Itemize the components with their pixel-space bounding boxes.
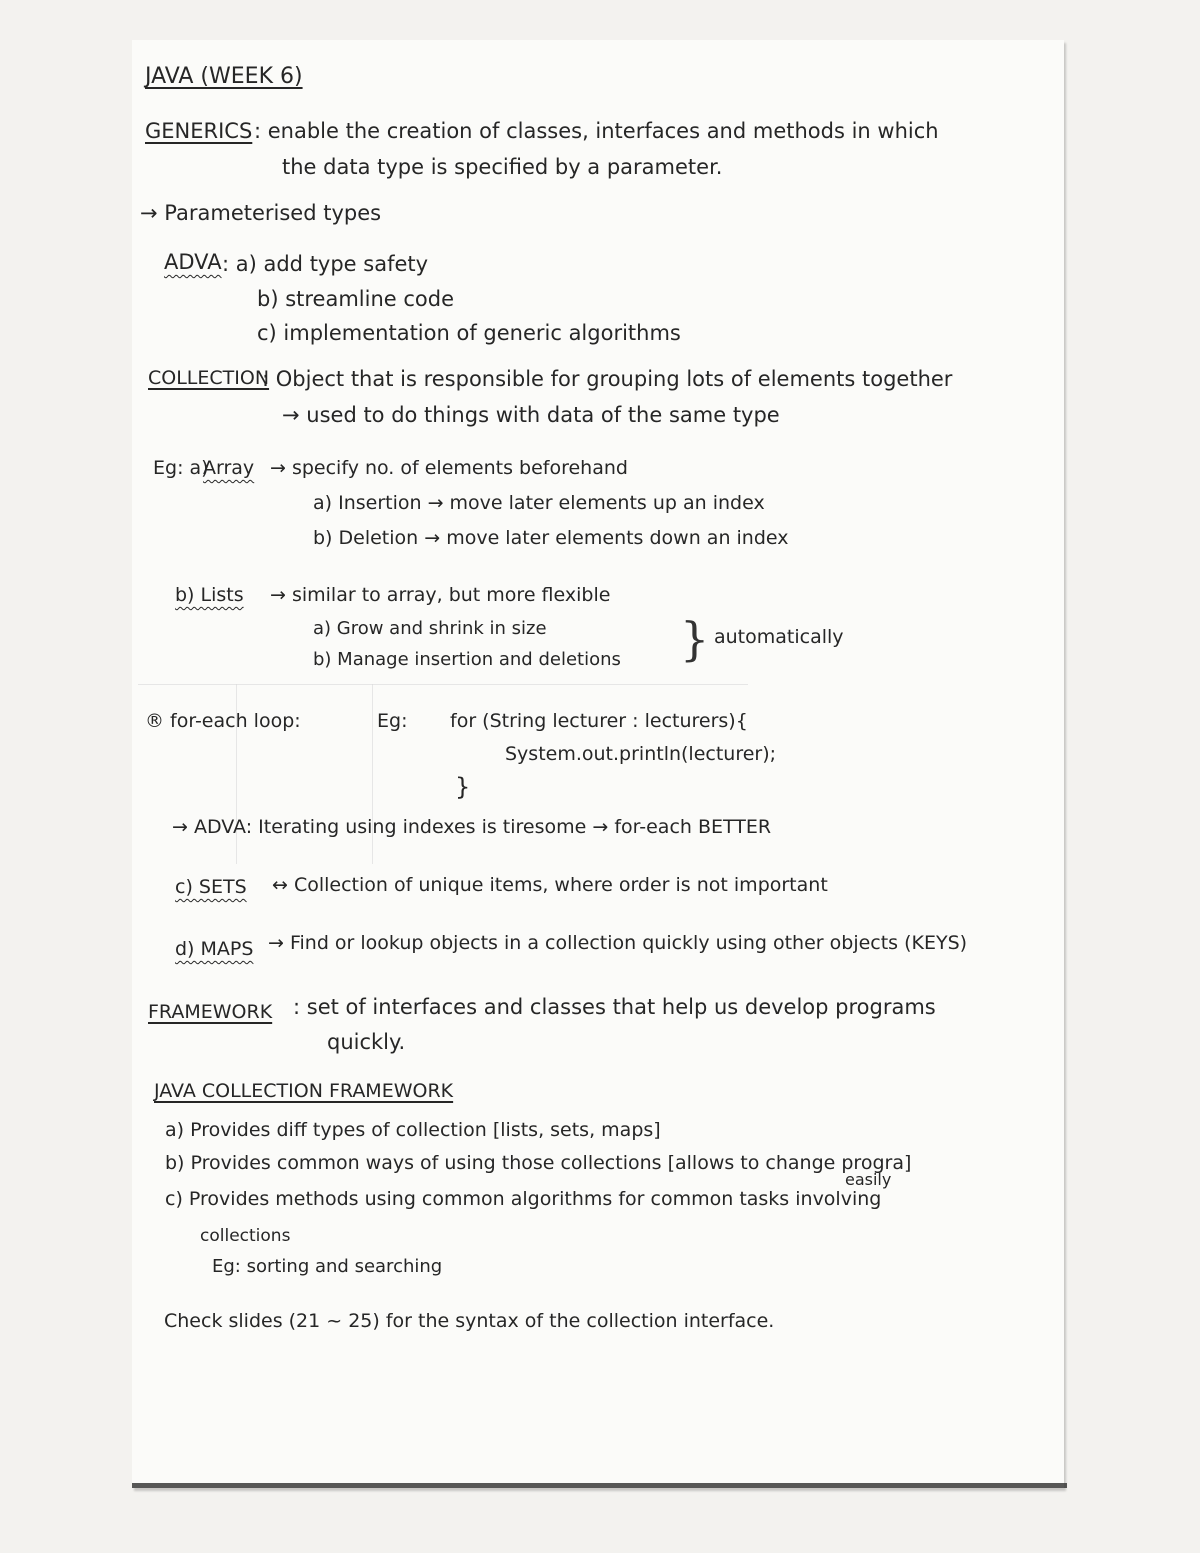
adva-item-a: : a) add type safety: [222, 252, 429, 276]
collection-definition-line1: : Object that is responsible for grouping lots of elements together: [262, 367, 953, 391]
lists-brace: }: [680, 612, 710, 666]
sets-label: c) SETS: [175, 876, 247, 898]
collection-term: COLLECTION: [148, 367, 270, 389]
lists-automatically: automatically: [714, 626, 844, 648]
generics-term: GENERICS: [145, 119, 253, 143]
lists-description: → similar to array, but more flexible: [270, 584, 611, 606]
bleed-through-line: [138, 684, 748, 685]
jcf-item-c: c) Provides methods using common algorithms for common tasks involving: [165, 1188, 882, 1210]
foreach-eg: Eg:: [377, 710, 408, 732]
foreach-code-line2: System.out.println(lecturer);: [505, 743, 777, 765]
foreach-label: ® for-each loop:: [145, 710, 301, 732]
jcf-item-b-easily: easily: [845, 1170, 892, 1189]
collection-definition-line2: → used to do things with data of the same type: [282, 403, 780, 427]
jcf-item-c-cont: collections: [200, 1226, 291, 1246]
array-deletion: b) Deletion → move later elements down an index: [313, 527, 789, 549]
lists-item-a: a) Grow and shrink in size: [313, 618, 547, 639]
lists-item-b: b) Manage insertion and deletions: [313, 649, 621, 670]
framework-definition-line1: : set of interfaces and classes that help us develop programs: [293, 995, 936, 1019]
jcf-heading: JAVA COLLECTION FRAMEWORK: [154, 1080, 454, 1102]
framework-term: FRAMEWORK: [148, 1001, 273, 1023]
check-slides-note: Check slides (21 ~ 25) for the syntax of the collection interface.: [164, 1310, 775, 1332]
foreach-code-line3: }: [455, 773, 471, 801]
lists-label: b) Lists: [175, 584, 244, 606]
array-insertion: a) Insertion → move later elements up an index: [313, 492, 765, 514]
page-shadow-edge: [132, 1483, 1067, 1488]
array-description: → specify no. of elements beforehand: [270, 457, 628, 479]
jcf-item-b: b) Provides common ways of using those collections [allows to change progra]: [165, 1152, 912, 1174]
jcf-item-a: a) Provides diff types of collection [lists, sets, maps]: [165, 1119, 661, 1141]
foreach-adva: → ADVA: Iterating using indexes is tiresome → for-each BETTER: [172, 816, 772, 838]
adva-item-b: b) streamline code: [257, 287, 455, 311]
generics-definition-line1: : enable the creation of classes, interfaces and methods in which: [254, 119, 939, 143]
parameterised-types: → Parameterised types: [140, 201, 382, 225]
page-title: JAVA (WEEK 6): [145, 64, 303, 89]
adva-item-c: c) implementation of generic algorithms: [257, 321, 681, 345]
generics-definition-line2: the data type is specified by a parameter.: [282, 155, 723, 179]
foreach-code-line1: for (String lecturer : lecturers){: [450, 710, 748, 732]
array-prefix: Eg: a): [153, 457, 209, 479]
sets-description: ↔ Collection of unique items, where order is not important: [272, 874, 828, 896]
adva-label: ADVA: [164, 250, 222, 274]
array-label: Array: [203, 457, 255, 479]
maps-label: d) MAPS: [175, 938, 254, 960]
framework-definition-line2: quickly.: [327, 1030, 406, 1054]
maps-description: → Find or lookup objects in a collection quickly using other objects (KEYS): [268, 932, 968, 954]
jcf-example: Eg: sorting and searching: [212, 1256, 443, 1277]
